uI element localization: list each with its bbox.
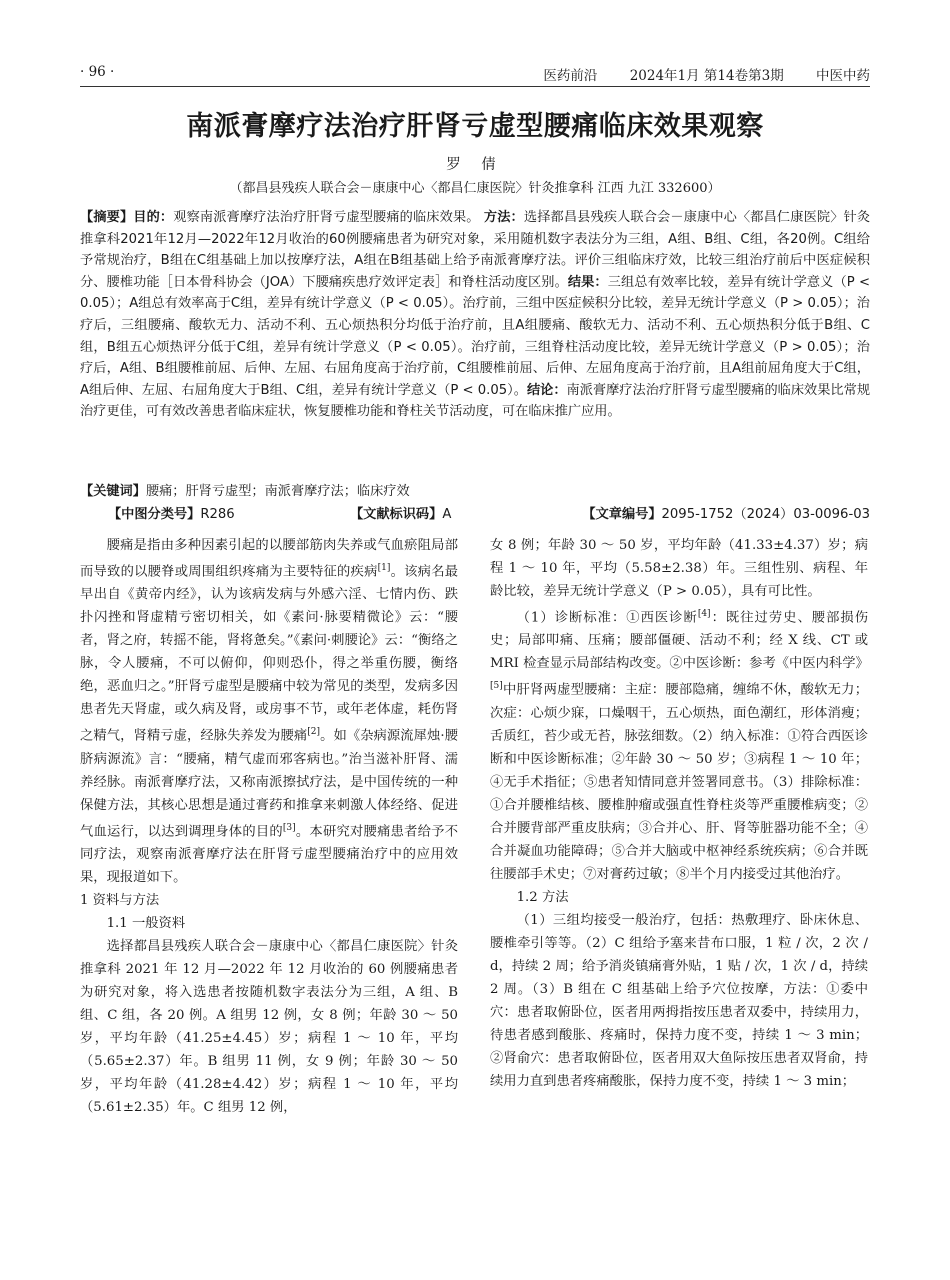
intro-text-3: 。如《杂病源流犀烛·腰脐病源流》言：“腰痛，精气虚而邪客病也。”治当滋补肝肾、濡养经脉。南派膏摩疗法，又称南派擦拭疗法，是中国传统的一种保健方法，其核心思想是通过膏药和推拿来刺激人体经络、促进气血运行，以达到调理身体的目的: [80, 728, 458, 840]
ref-5: [5]: [490, 681, 503, 692]
article-number-label: 【文章编号】: [582, 507, 662, 522]
journal-section: 中医中药: [816, 68, 870, 84]
method-text: 选择都昌县残疾人联合会－康康中心〈都昌仁康医院〉针灸推拿科2021年12月—2022年12月收治的60例腰痛患者为研究对象，采用随机数字表法分为三组，A组、B组、C组，各20例。C组给予常规治疗，B组在C组基础上加以按摩疗法，A组在B组基础上给予南派膏摩疗法。评价三组临床疗效，比较三组治疗前后中医症候积分、腰椎功能［日本骨科协会（JOA）下腰痛疾患疗效评定表］和脊柱活动度区别。: [80, 210, 871, 290]
objective-text: 观察南派膏摩疗法治疗肝肾亏虚型腰痛的临床效果。: [173, 210, 480, 225]
doc-code: [350, 503, 451, 522]
ref-2: [2]: [307, 727, 321, 738]
article-author: 罗 倩: [446, 157, 504, 173]
conclusion-label: 结论：: [526, 382, 567, 398]
journal-name: 医药前沿: [543, 68, 598, 84]
criteria-paragraph: [490, 603, 868, 886]
section-heading-1-1: 1.1 一般资料: [106, 916, 186, 932]
result-label: 结果：: [567, 274, 608, 290]
clc-label: 【中图分类号】: [108, 507, 201, 522]
criteria-text-2: ：既往过劳史、腰部损伤史；局部叩痛、压痛；腰部僵硬、活动不利；经 X 线、CT 或 MRI 检查显示局部结构改变。②中医诊断：参考《中医内科学》: [490, 610, 869, 672]
general-data-paragraph: 选择都昌县残疾人联合会－康康中心〈都昌仁康医院〉针灸推拿科 2021 年 12 月—2022 年 12 月收治的 60 例腰痛患者为研究对象，将入选患者按随机数字表法分为三组，A 组、B 组、C 组，各 20 例。A 组男 12 例，女 8 例；年龄 30 ～ 50 岁，平均年龄（41.25±4.45）岁；病程 1 ～ 10 年，平均（5.65±2.37）年。B 组男 11 例，女 9 例；年龄 30 ～ 50 岁，平均年龄（41.28±4.42）岁；病程 1 ～ 10 年，平均（5.61±2.35）年。C 组男 12 例，: [80, 939, 458, 1116]
method-label: 方法：: [483, 210, 524, 225]
article-number: [582, 503, 870, 522]
intro-text-4: 。本研究对腰痛患者给予不同疗法，观察南派膏摩疗法在肝肾亏虚型腰痛治疗中的应用效果，现报道如下。: [80, 824, 459, 886]
abstract: [80, 207, 870, 423]
doc-label: 【文献标识码】: [350, 507, 443, 522]
body-column-right: [490, 534, 868, 1093]
doc-value: A: [442, 507, 452, 522]
keywords-text: 腰痛；肝肾亏虚型；南派膏摩疗法；临床疗效: [145, 484, 410, 499]
criteria-text-3: 中肝肾两虚型腰痛：主症：腰部隐痛，缠绵不休，酸软无力；次症：心烦少寐，口燥咽干，五心烦热，面色潮红，形体消瘦；舌质红，苔少或无苔，脉弦细数。（2）纳入标准：①符合西医诊断和中医诊断标准；②年龄 30 ～ 50 岁；③病程 1 ～ 10 年；④无手术指征；⑤患者知情同意并签署同意书。（3）排除标准：①合并腰椎结核、腰椎肿瘤或强直性脊柱炎等严重腰椎病变；②合并腰背部严重皮肤病；③合并心、肝、肾等脏器功能不全；④合并凝血功能障碍；⑤合并大脑或中枢神经系统疾病；⑥合并既往腰部手术史；⑦对膏药过敏；⑧半个月内接受过其他治疗。: [490, 682, 868, 882]
article-title: 南派膏摩疗法治疗肝肾亏虚型腰痛临床效果观察: [186, 111, 764, 142]
objective-label: 目的：: [133, 210, 174, 225]
abstract-label: 【摘要】: [80, 210, 134, 225]
keywords: [80, 480, 870, 499]
page-number: · 96 ·: [80, 64, 115, 80]
article-number-value: 2095-1752（2024）03-0096-03: [661, 507, 870, 522]
ref-4: [4]: [697, 609, 711, 619]
body-column-left: [80, 534, 458, 1119]
intro-paragraph: [80, 534, 458, 889]
classification-row: [80, 503, 870, 523]
journal-issue: 2024年1月 第14卷第3期: [629, 68, 784, 84]
keywords-label: 【关键词】: [80, 484, 146, 499]
clc-code: [108, 503, 235, 522]
clc-value: R286: [200, 507, 235, 522]
ref-1: [1]: [377, 563, 391, 573]
running-header: [80, 58, 870, 87]
section-heading-1-2: 1.2 方法: [516, 889, 569, 905]
general-data-continued: 女 8 例；年龄 30 ～ 50 岁，平均年龄（41.33±4.37）岁；病程 1 ～ 10 年，平均（5.58±2.38）年。三组性别、病程、年龄比较，差异无统计学意义（P > 0.05），具有可比性。: [490, 538, 868, 599]
criteria-text-1: （1）诊断标准：①西医诊断: [516, 610, 698, 626]
intro-text-2: 。该病名最早出自《黄帝内经》，认为该病发病与外感六淫、七情内伤、跌扑闪挫和肾虚精亏密切相关，如《素问·脉要精微论》云：“腰者，肾之府，转摇不能，肾将惫矣。”《素问·刺腰论》云：“衡络之脉，令人腰痛，不可以俯仰，仰则恐仆，得之举重伤腰，衡络绝，恶血归之。”肝肾亏虚型是腰痛中较为常见的类型，发病多因患者先天肾虚，或久病及肾，或房事不节，或年老体虚，耗伤肾之精气，肾精亏虚，经脉失养发为腰痛: [80, 564, 459, 744]
ref-3: [3]: [282, 822, 296, 833]
intro-text-1: 腰痛是指由多种因素引起的以腰部筋肉失养或气血瘀阻局部而导致的以腰脊或周围组织疼痛为主要特征的疾病: [80, 538, 458, 580]
article-affiliation: （都昌县残疾人联合会－康康中心〈都昌仁康医院〉针灸推拿科 江西 九江 332600）: [229, 181, 721, 196]
conclusion-text: 南派膏摩疗法治疗肝肾亏虚型腰痛的临床效果比常规治疗更佳，可有效改善患者临床症状，恢复腰椎功能和脊柱关节活动度，可在临床推广应用。: [80, 382, 871, 420]
result-text: 三组总有效率比较，差异有统计学意义（P < 0.05）；A组总有效率高于C组，差异有统计学意义（P < 0.05）。治疗前，三组中医症候积分比较，差异无统计学意义（P > 0.05）；治疗后，三组腰痛、酸软无力、活动不利、五心烦热积分均低于治疗前，且A组腰痛、酸软无力、活动不利、五心烦热积分低于B组、C组，B组五心烦热评分低于C组，差异有统计学意义（P < 0.05）。治疗前，三组脊柱活动度比较，差异无统计学意义（P > 0.05）；治疗后，A组、B组腰椎前屈、后伸、左屈、右屈角度高于治疗前，C组腰椎前屈、后伸、左屈角度高于治疗前，且A组前屈角度大于C组，A组后伸、左屈、右屈角度大于B组、C组，差异有统计学意义（P < 0.05）。: [80, 274, 871, 398]
journal-info: [515, 64, 870, 84]
section-heading-1: 1 资料与方法: [80, 893, 160, 909]
methods-paragraph: （1）三组均接受一般治疗，包括：热敷理疗、卧床休息、腰椎牵引等等。（2）C 组给予塞来昔布口服，1 粒 / 次，2 次 / d，持续 2 周；给予消炎镇痛膏外贴，1 贴 / 次，1 次 / d，持续 2 周。（3）B 组在 C 组基础上给予穴位按摩，方法：①委中穴：患者取俯卧位，医者用两拇指按压患者双委中，持续用力，待患者感到酸胀、疼痛时，保持力度不变，持续 1 ～ 3 min；②肾俞穴：患者取俯卧位，医者用双大鱼际按压患者双肾俞，持续用力直到患者疼痛酸胀，保持力度不变，持续 1 ～ 3 min；: [490, 912, 868, 1089]
